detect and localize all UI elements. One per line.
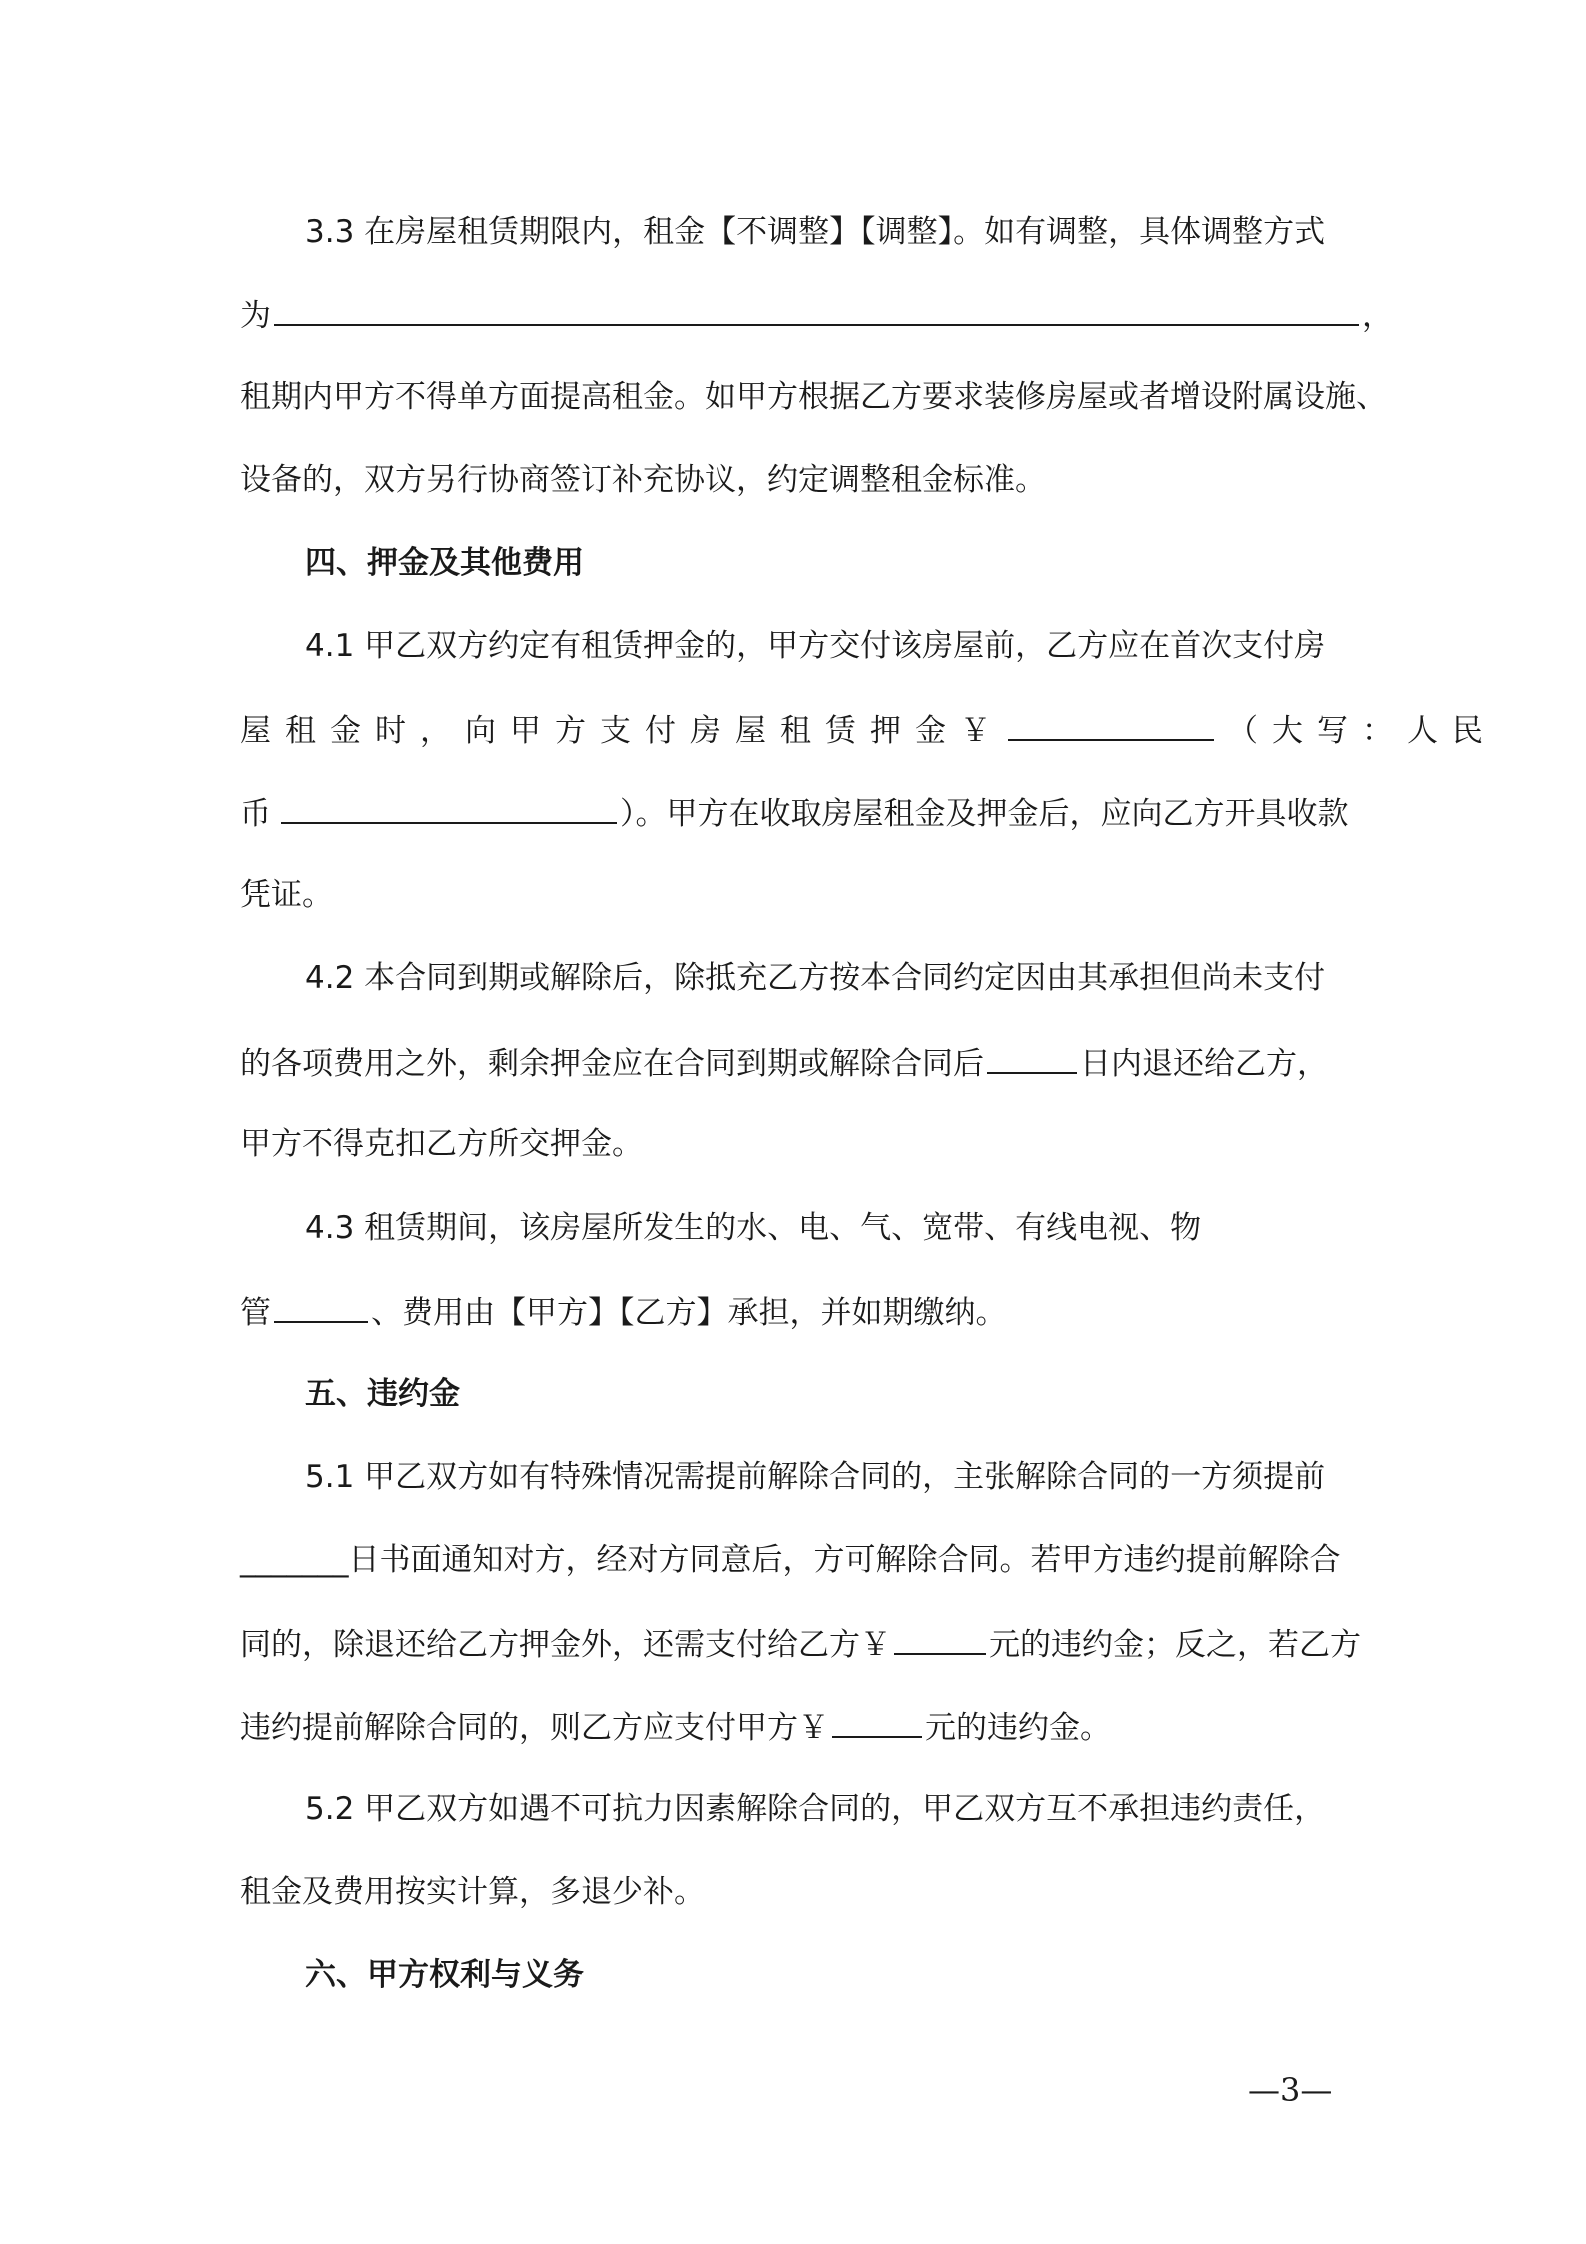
clause-5-1-landlord-text: 同的，除退还给乙方押金外，还需支付给乙方￥ [240, 1627, 891, 1663]
clause-5-1-line-1: 5.1 甲乙双方如有特殊情况需提前解除合同的，主张解除合同的一方须提前 [305, 1459, 1326, 1495]
rent-adjustment-blank[interactable] [274, 294, 1359, 326]
clause-3-3-line-4: 设备的，双方另行协商签订补充协议，约定调整租金标准。 [240, 462, 1046, 498]
clause-4-1-line-2 [240, 709, 1497, 751]
page-number: —3— [1248, 2071, 1333, 2109]
clause-4-1-line-3 [240, 792, 1349, 834]
clause-5-1-line-4 [240, 1706, 1111, 1748]
clause-4-3-line-2 [240, 1291, 1007, 1333]
clause-4-3-prefix: 管 [240, 1295, 271, 1331]
landlord-penalty-blank[interactable] [894, 1623, 986, 1655]
clause-5-1-notice-text: 日书面通知对方，经对方同意后，方可解除合同。若甲方违约提前解除合 [348, 1542, 1341, 1578]
clause-4-1-receipt-text: ）。甲方在收取房屋租金及押金后，应向乙方开具收款 [620, 796, 1349, 832]
clause-5-1-line-3 [240, 1623, 1361, 1665]
clause-5-2-line-2: 租金及费用按实计算，多退少补。 [240, 1874, 705, 1910]
clause-3-3-prefix: 为 [240, 298, 271, 334]
tenant-penalty-blank[interactable] [832, 1706, 922, 1738]
clause-3-3-comma: ， [1362, 298, 1393, 334]
clause-4-1-line-1: 4.1 甲乙双方约定有租赁押金的，甲方交付该房屋前，乙方应在首次支付房 [305, 628, 1326, 664]
clause-4-1-deposit-text: 屋租金时，向甲方支付房屋租赁押金￥ [240, 713, 1005, 749]
section-heading-4: 四、押金及其他费用 [305, 545, 584, 581]
clause-4-2-refund-text: 的各项费用之外，剩余押金应在合同到期或解除合同后 [240, 1046, 984, 1082]
refund-days-blank[interactable] [987, 1042, 1077, 1074]
clause-4-1-currency: 币 [240, 796, 271, 832]
clause-5-1-line-2 [240, 1540, 1341, 1580]
clause-5-1-tenant-text: 违约提前解除合同的，则乙方应支付甲方￥ [240, 1710, 829, 1746]
notice-days-underscores[interactable]: _______ [240, 1542, 349, 1578]
clause-4-2-line-3: 甲方不得克扣乙方所交押金。 [240, 1126, 643, 1162]
section-heading-6: 六、甲方权利与义务 [305, 1957, 584, 1993]
deposit-uppercase-blank[interactable] [281, 792, 617, 824]
clause-4-2-refund-suffix: 日内退还给乙方， [1080, 1046, 1328, 1082]
other-fees-blank[interactable] [274, 1291, 368, 1323]
clause-4-3-line-1: 4.3 租赁期间，该房屋所发生的水、电、气、宽带、有线电视、物 [305, 1210, 1202, 1246]
clause-3-3-line-1: 3.3 在房屋租赁期限内，租金【不调整】【调整】。如有调整，具体调整方式 [305, 214, 1326, 250]
clause-4-2-line-1: 4.2 本合同到期或解除后，除抵充乙方按本合同约定因由其承担但尚未支付 [305, 960, 1326, 996]
clause-5-1-landlord-suffix: 元的违约金；反之，若乙方 [989, 1627, 1361, 1663]
clause-4-3-fees-text: 、费用由【甲方】【乙方】承担，并如期缴纳。 [371, 1295, 1007, 1331]
clause-5-1-tenant-suffix: 元的违约金。 [925, 1710, 1111, 1746]
deposit-amount-blank[interactable] [1008, 709, 1214, 741]
section-heading-5: 五、违约金 [305, 1376, 460, 1412]
clause-4-1-line-4: 凭证。 [240, 877, 333, 913]
clause-4-2-line-2 [240, 1042, 1328, 1084]
clause-3-3-line-2 [240, 294, 1393, 336]
clause-4-1-uppercase-label: （大写：人民 [1227, 713, 1497, 749]
clause-3-3-line-3: 租期内甲方不得单方面提高租金。如甲方根据乙方要求装修房屋或者增设附属设施、 [240, 379, 1387, 415]
clause-5-2-line-1: 5.2 甲乙双方如遇不可抗力因素解除合同的，甲乙双方互不承担违约责任， [305, 1791, 1326, 1827]
